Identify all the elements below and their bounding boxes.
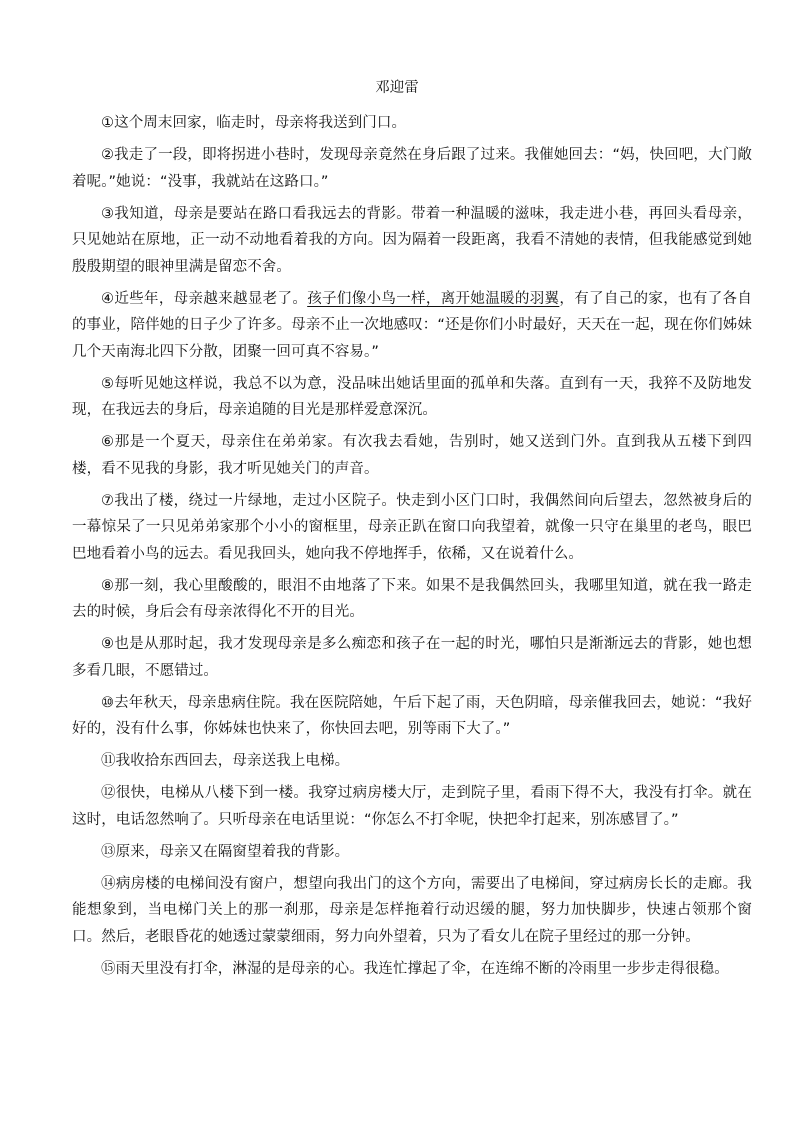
paragraph-number: ⑮ (101, 960, 116, 977)
paragraph-number: ⑪ (101, 753, 116, 769)
paragraph-number: ⑤ (101, 375, 115, 392)
paragraph-text: 我知道，母亲是要站在路口看我远去的背影。带着一种温暖的滋味，我走进小巷，再回头看母亲，只见她站在原地，正一动不动地看着我的方向。因为隔着一段距离，我看不清她的表情，但我能感觉到她殷殷期望的眼神里满是留恋不舍。 (72, 205, 752, 275)
paragraph-text: 我走了一段，即将拐进小巷时，发现母亲竟然在身后跟了过来。我催她回去：“妈，快回吧，大门敞着呢。”她说：“没事，我就站在这路口。” (72, 147, 752, 190)
paragraph-11 (72, 748, 752, 775)
paragraph-4 (72, 286, 752, 366)
author-name: 邓迎雷 (375, 80, 419, 96)
paragraph-text: 原来，母亲又在隔窗望着我的背影。 (115, 843, 350, 860)
paragraph-5 (72, 371, 752, 424)
paragraph-text: 我出了楼，绕过一片绿地，走过小区院子。快走到小区门口时，我偶然间向后望去，忽然被身后的一幕惊呆了一只见弟弟家那个小小的窗框里，母亲正趴在窗口向我望着，就像一只守在巢里的老鸟，眼巴巴地看着小鸟的远去。看见我回头，她向我不停地挥手，依稀，又在说着什么。 (72, 492, 752, 562)
paragraph-text-before: 近些年，母亲越来越显老了。 (114, 290, 308, 307)
paragraph-2 (72, 142, 752, 195)
paragraph-number: ⑩ (101, 694, 115, 711)
paragraph-10 (72, 690, 752, 743)
paragraph-9 (72, 631, 752, 684)
paragraph-text: 我收拾东西回去，母亲送我上电梯。 (115, 753, 350, 769)
paragraph-number: ⑭ (101, 875, 116, 892)
paragraph-number: ⑫ (101, 785, 116, 801)
paragraph-14 (72, 871, 752, 951)
paragraph-7 (72, 488, 752, 568)
paragraph-text-after: ，有了自己的家，也有了各自的事业，陪伴她的日子少了许多。母亲不止一次地感叹：“还是你们小时最好，天天在一起，现在你们姊妹几个天南海北四下分散，团聚一回可真不容易。” (72, 290, 752, 360)
underlined-sentence: 孩子们像小鸟一样，离开她温暖的羽翼 (307, 290, 560, 307)
paragraph-12 (72, 780, 752, 833)
paragraph-number: ⑬ (101, 843, 116, 860)
paragraph-text: 这个周末回家，临走时，母亲将我送到门口。 (114, 115, 407, 131)
paragraph-text: 那是一个夏天，母亲住在弟弟家。有次我去看她，告别时，她又送到门外。直到我从五楼下到四楼，看不见我的身影，我才听见她关门的声音。 (72, 434, 752, 477)
paragraph-text: 那一刻，我心里酸酸的，眼泪不由地落了下来。如果不是我偶然回头，我哪里知道，就在我一路走去的时候，身后会有母亲浓得化不开的目光。 (72, 577, 752, 620)
paragraph-text: 很快，电梯从八楼下到一楼。我穿过病房楼大厅，走到院子里，看雨下得不大，我没有打伞。就在这时，电话忽然响了。只听母亲在电话里说：“你怎么不打伞呢，快把伞打起来，别冻感冒了。” (72, 785, 753, 828)
paragraph-number: ① (101, 115, 115, 131)
paragraph-number: ③ (101, 205, 115, 222)
paragraph-6 (72, 429, 752, 482)
paragraph-number: ⑨ (101, 636, 115, 652)
paragraph-number: ⑧ (101, 577, 115, 594)
paragraph-number: ④ (101, 290, 115, 307)
paragraph-number: ⑦ (101, 492, 115, 509)
paragraph-text: 雨天里没有打伞，淋湿的是母亲的心。我连忙撑起了伞，在连绵不断的冷雨里一步步走得很稳。 (115, 960, 729, 977)
paragraph-text: 也是从那时起，我才发现母亲是多么痴恋和孩子在一起的时光，哪怕只是渐渐远去的背影，她也想多看几眼，不愿错过。 (72, 636, 752, 679)
paragraph-text: 每听见她这样说，我总不以为意，没品味出她话里面的孤单和失落。直到有一天，我猝不及防地发现，在我远去的身后，母亲追随的目光是那样爱意深沉。 (72, 375, 752, 418)
paragraph-8 (72, 573, 752, 626)
paragraph-text: 去年秋天，母亲患病住院。我在医院陪她，午后下起了雨，天色阴暗，母亲催我回去，她说：“我好好的，没有什么事，你姊妹也快来了，你快回去吧，别等雨下大了。” (72, 694, 752, 737)
paragraph-text: 病房楼的电梯间没有窗户，想望向我出门的这个方向，需要出了电梯间，穿过病房长长的走廊。我能想象到，当电梯门关上的那一刹那，母亲是怎样拖着行动迟缓的腿，努力加快脚步，快速占领那个窗口。然后，老眼昏花的她透过蒙蒙细雨，努力向外望着，只为了看女儿在院子里经过的那一分钟。 (72, 875, 753, 945)
paragraph-number: ⑥ (101, 434, 115, 450)
paragraph-13 (72, 839, 752, 866)
paragraph-3 (72, 201, 752, 281)
paragraph-15 (72, 956, 752, 983)
paragraph-number: ② (101, 147, 115, 163)
paragraph-1 (72, 110, 752, 137)
article-body (72, 110, 752, 988)
